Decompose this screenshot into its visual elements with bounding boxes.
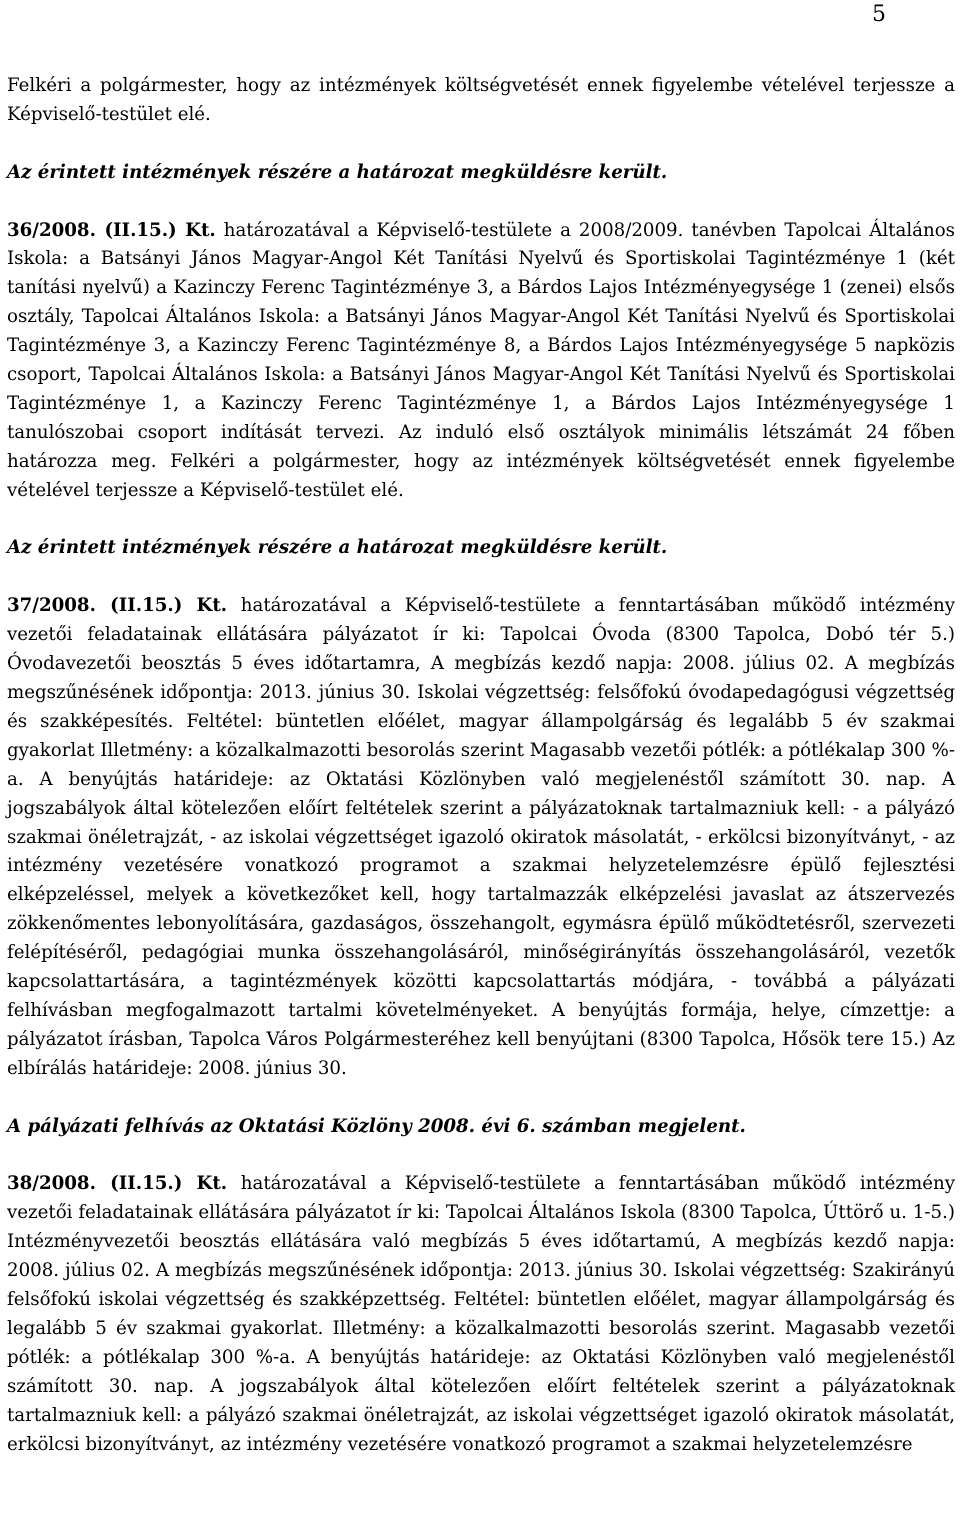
- resolution-38: [7, 1170, 955, 1459]
- notice-text: A pályázati felhívás az Oktatási Közlöny 2008. évi 6. számban megjelent.: [7, 1115, 746, 1137]
- resolution-text: határozatával a Képviselő-testülete a fenntartásában működő intézmény vezetői feladatainak ellátására pályázatot ír ki: Tapolcai Óvoda (8300 Tapolca, Dobó tér 5.) Óvodavezetői beosztás 5 éves időtartamra, A megbízás kezdő napja: 2008. július 02. A megbízás megszűnésének időpontja: 2013. június 30. Iskolai végzettség: felsőfokú óvodapedagógusi végzettség és szakképesítés. Feltétel: büntetlen előélet, magyar állampolgárság és legalább 5 év szakmai gyakorlat Illetmény: a közalkalmazotti besorolás szerint Magasabb vezetői pótlék: a pótlékalap 300 %-a. A benyújtás határideje: az Oktatási Közlönyben való megjelenéstől számított 30. nap. A jogszabályok által kötelezően előírt feltételek szerint a pályázatoknak tartalmazniuk kell: - a pályázó szakmai önéletrajzát, - az iskolai végzettséget igazoló okiratok másolatát, - erkölcsi bizonyítványt, - az intézmény vezetésére vonatkozó programot a szakmai helyzetelemzésre épülő fejlesztési elképzeléssel, melyek a következőket kell, hogy tartalmazzák elképzelési javaslat az átszervezés zökkenőmentes lebonyolítására, gazdaságos, összehangolt, egymásra épülő működtetésről, szervezeti felépítéséről, pedagógiai munka összehangolásáról, minőségirányítás összehangolásáról, vezetők kapcsolattartására, a tagintézmények közötti kapcsolattartás módjára, - továbbá a pályázati felhívásban megfogalmazott tartalmi követelményeket. A benyújtás formája, helye, címzettje: a pályázatot írásban, Tapolca Város Polgármesteréhez kell benyújtani (8300 Tapolca, Hősök tere 15.) Az elbírálás határideje: 2008. június 30.: [7, 595, 955, 1079]
- document-body: [7, 72, 955, 1459]
- page-number: 5: [872, 2, 886, 27]
- paragraph-text: Felkéri a polgármester, hogy az intézmények költségvetését ennek figyelembe vételével terjessze a Képviselő-testület elé.: [7, 75, 955, 125]
- notice-sent: [7, 159, 955, 188]
- paragraph-budget-request: [7, 72, 955, 130]
- notice-published: [7, 1113, 955, 1142]
- notice-sent-2: [7, 534, 955, 563]
- resolution-text: határozatával a Képviselő-testülete a fenntartásában működő intézmény vezetői feladatainak ellátására pályázatot ír ki: Tapolcai Általános Iskola (8300 Tapolca, Úttörő u. 1-5.) Intézményvezetői beosztás ellátására való megbízás 5 éves időtartamú, A megbízás kezdő napja: 2008. július 02. A megbízás megszűnésének időpontja: 2013. június 30. Iskolai végzettség: Szakirányú felsőfokú iskolai végzettség és szakképzettség. Feltétel: büntetlen előélet, magyar állampolgárság és legalább 5 év szakmai gyakorlat. Illetmény: a közalkalmazotti besorolás szerint. Magasabb vezetői pótlék: a pótlékalap 300 %-a. A benyújtás határideje: az Oktatási Közlönyben való megjelenéstől számított 30. nap. A jogszabályok által kötelezően előírt feltételek szerint a pályázatoknak tartalmazniuk kell: a pályázó szakmai önéletrajzát, az iskolai végzettséget igazoló okiratok másolatát, erkölcsi bizonyítványt, az intézmény vezetésére vonatkozó programot a szakmai helyzetelemzésre: [7, 1173, 955, 1455]
- resolution-text: határozatával a Képviselő-testülete a 2008/2009. tanévben Tapolcai Általános Iskola: a Batsányi János Magyar-Angol Két Tanítási Nyelvű és Sportiskolai Tagintézménye 1 (két tanítási nyelvű) a Kazinczy Ferenc Tagintézménye 3, a Bárdos Lajos Intézményegysége 1 (zenei) elsős osztály, Tapolcai Általános Iskola: a Batsányi János Magyar-Angol Két Tanítási Nyelvű és Sportiskolai Tagintézménye 3, a Kazinczy Ferenc Tagintézménye 8, a Bárdos Lajos Intézményegysége 5 napközis csoport, Tapolcai Általános Iskola: a Batsányi János Magyar-Angol Két Tanítási Nyelvű és Sportiskolai Tagintézménye 1, a Kazinczy Ferenc Tagintézménye 1, a Bárdos Lajos Intézményegysége 1 tanulószobai csoport indítását tervezi. Az induló első osztályok minimális létszámát 24 főben határozza meg. Felkéri a polgármester, hogy az intézmények költségvetését ennek figyelembe vételével terjessze a Képviselő-testület elé.: [7, 219, 955, 501]
- resolution-number: 36/2008. (II.15.) Kt.: [7, 219, 216, 241]
- resolution-36: [7, 217, 955, 506]
- notice-text: Az érintett intézmények részére a határozat megküldésre került.: [7, 161, 668, 183]
- resolution-number: 37/2008. (II.15.) Kt.: [7, 595, 228, 617]
- notice-text: Az érintett intézmények részére a határozat megküldésre került.: [7, 537, 668, 559]
- resolution-number: 38/2008. (II.15.) Kt.: [7, 1173, 228, 1195]
- resolution-37: [7, 592, 955, 1083]
